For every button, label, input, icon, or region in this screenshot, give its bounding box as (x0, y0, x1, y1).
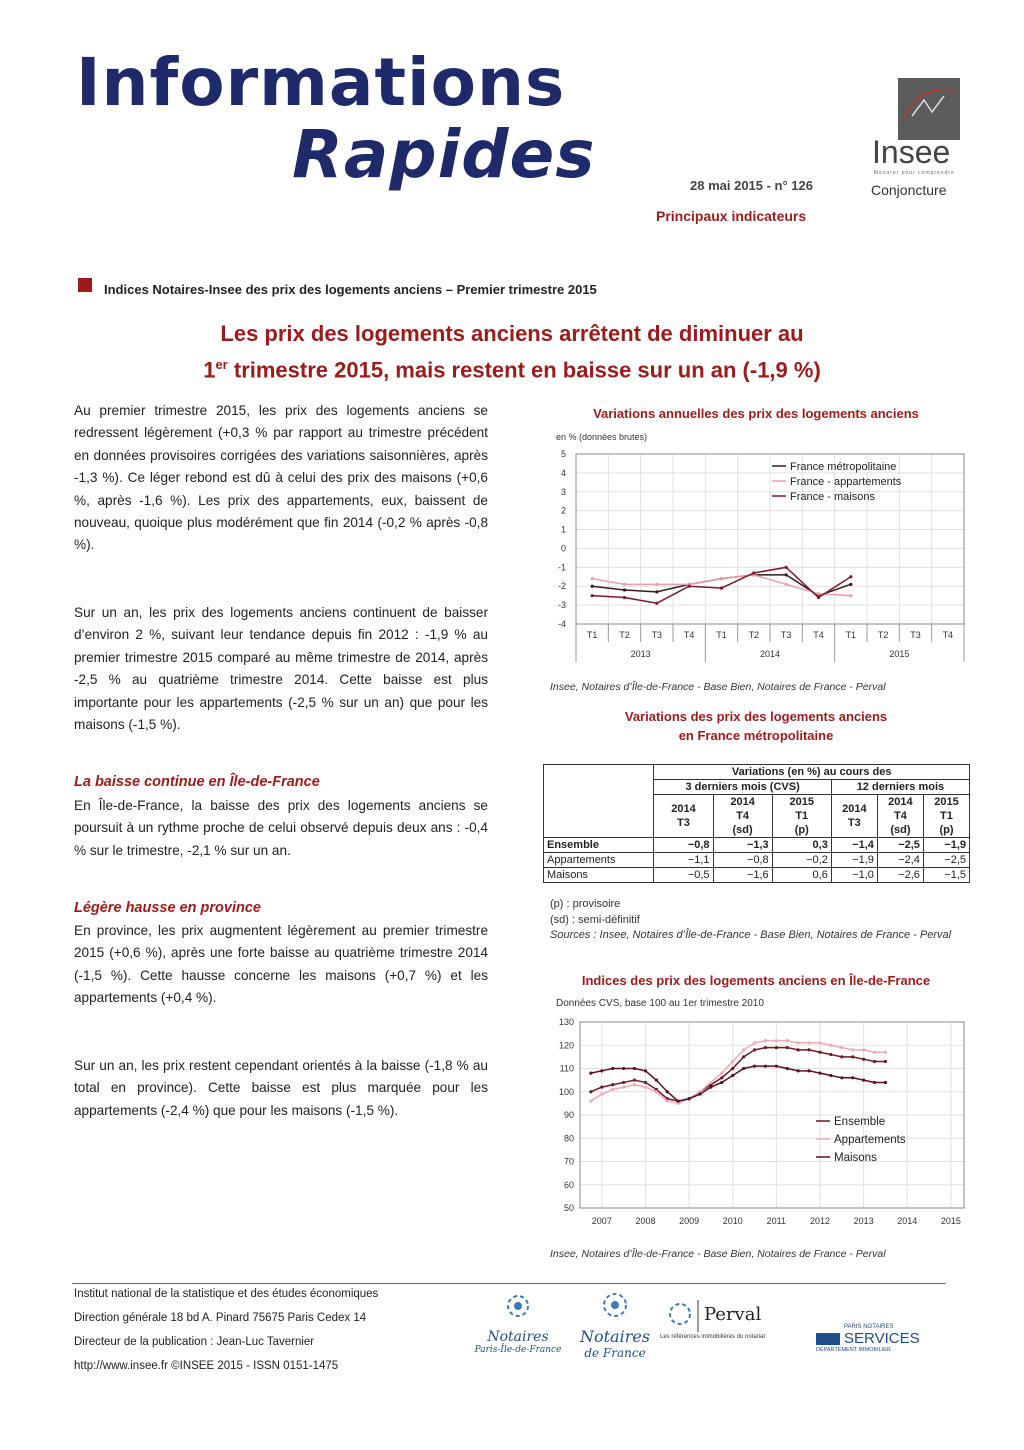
chart1-point (720, 587, 723, 590)
chart2-point (742, 1055, 745, 1058)
insee-logo-icon (898, 78, 960, 140)
chart1-point (655, 583, 658, 586)
perval-logo-sub: Les références immobilières du notariat (660, 1334, 766, 1340)
headline-line1: Les prix des logements anciens arrêtent de diminuer au (220, 321, 804, 346)
chart2-xtick-label: 2008 (635, 1216, 656, 1226)
chart1-point (688, 585, 691, 588)
chart2-xtick-label: 2015 (940, 1216, 961, 1226)
chart2-point (600, 1069, 603, 1072)
chart2-point (884, 1081, 887, 1084)
table-cell: −0,8 (713, 853, 772, 868)
chart2-point (687, 1097, 690, 1100)
table-cell: −2,5 (923, 853, 969, 868)
chart2-point (851, 1055, 854, 1058)
chart1-point (591, 594, 594, 597)
table-cell: −0,5 (654, 868, 713, 883)
insee-logo-sub: Conjoncture (871, 182, 947, 198)
chart2-title: Indices des prix des logements anciens en Île-de-France (581, 973, 931, 988)
chart2-point (753, 1065, 756, 1068)
table-col-header-line: (p) (939, 824, 954, 836)
section-label: Principaux indicateurs (656, 208, 807, 224)
table-col-header-line: T3 (677, 817, 690, 829)
headline-ordinal-sup: er (215, 357, 228, 372)
notaires-france-logo (570, 1290, 660, 1360)
chart1-ytick-label: 0 (560, 543, 566, 554)
notaires-idf-emblem-icon (462, 1292, 574, 1328)
table-notes (550, 897, 960, 944)
table-cell: 0,6 (772, 868, 831, 883)
table-row (544, 853, 970, 868)
chart2-point (786, 1067, 789, 1070)
subheading-province: Légère hausse en province (74, 900, 261, 916)
kicker-bullet-icon (78, 278, 92, 292)
chart2-point (764, 1039, 767, 1042)
chart2-point (807, 1048, 810, 1051)
footer-address: Direction générale 18 bd A. Pinard 75675 Paris Cedex 14 (74, 1312, 367, 1324)
paragraph-4: En province, les prix augmentent légèrement au premier trimestre 2015 (+0,6 %), après une forte baisse au quatrième trimestre 2014 (-1,5 %). Cette hausse concerne les maisons (+0,7 %) et les appartements (+0,4 %). (74, 923, 488, 1006)
perval-logo (660, 1298, 800, 1340)
chart1-point (785, 573, 788, 576)
chart1-point (591, 585, 594, 588)
chart1-point (785, 566, 788, 569)
table-group-3m: 3 derniers mois (CVS) (654, 780, 831, 795)
chart2-unit: Données CVS, base 100 au 1er trimestre 2010 (556, 998, 764, 1009)
chart2-point (600, 1092, 603, 1095)
chart1-year-label: 2015 (889, 649, 910, 659)
table-cell: −0,8 (654, 838, 713, 853)
chart2-xtick-label: 2013 (853, 1216, 874, 1226)
chart2-point (786, 1046, 789, 1049)
chart2-point (797, 1069, 800, 1072)
chart2-point (840, 1046, 843, 1049)
chart2-point (611, 1088, 614, 1091)
table-col-header-line: 2014 (842, 803, 867, 815)
pns-logo-sub: DÉPARTEMENT IMMOBILIER (816, 1347, 891, 1353)
table-col-header-line: (sd) (890, 824, 911, 836)
chart2-point (775, 1046, 778, 1049)
paragraph-2: Sur un an, les prix des logements anciens continuent de baisser d’environ 2 %, suivant leur tendance depuis fin 2012 : -1,9 % au premier trimestre 2015 comparé au même trimestre de 2014, après -2,5 % au quatrième trimestre 2014. Cette baisse est plus importante pour les appartements (-2,5 % sur un an) que pour les maisons (-1,5 %). (74, 605, 488, 733)
insee-logo-text: Insee (872, 134, 951, 170)
table-col-header-line: 2015 (789, 796, 814, 808)
chart2-point (720, 1072, 723, 1075)
chart2-legend-label: Appartements (834, 1134, 906, 1146)
chart1-point (655, 602, 658, 605)
chart2-point (851, 1048, 854, 1051)
chart1-annual-variations (540, 444, 970, 668)
chart2-point (764, 1046, 767, 1049)
chart2-point (589, 1099, 592, 1102)
chart2-xtick-label: 2007 (591, 1216, 612, 1226)
table-col-header (772, 795, 831, 838)
chart1-point (623, 583, 626, 586)
table-cell: −0,2 (772, 853, 831, 868)
chart1-ytick-label: 2 (560, 505, 566, 516)
table-cell: −1,3 (713, 838, 772, 853)
chart2-point (753, 1048, 756, 1051)
chart2-point (622, 1067, 625, 1070)
chart2-point (731, 1074, 734, 1077)
table-col-header-line: 2014 (671, 803, 696, 815)
chart2-point (862, 1058, 865, 1061)
chart2-ytick-label: 130 (558, 1017, 574, 1027)
chart1-unit: en % (données brutes) (556, 432, 648, 442)
chart2-ytick-label: 70 (563, 1156, 574, 1167)
chart1-legend-label: France - appartements (790, 476, 902, 488)
chart2-point (644, 1081, 647, 1084)
chart1-xtick-label: T2 (619, 630, 630, 640)
chart2-point (840, 1076, 843, 1079)
chart2-point (775, 1039, 778, 1042)
chart2-point (873, 1060, 876, 1063)
notaires-france-emblem-icon (570, 1290, 660, 1326)
chart1-xtick-label: T1 (716, 630, 727, 640)
chart1-point (817, 592, 820, 595)
pns-flag-icon (816, 1333, 840, 1345)
chart2-point (840, 1055, 843, 1058)
chart2-point (622, 1081, 625, 1084)
chart2-point (807, 1069, 810, 1072)
chart2-point (611, 1067, 614, 1070)
table-title (548, 707, 964, 745)
chart2-point (633, 1079, 636, 1082)
headline-line2 (120, 349, 904, 385)
table-group-12m: 12 derniers mois (831, 780, 969, 795)
notaires-idf-logo-sub: Paris-Île-de-France (474, 1345, 562, 1355)
table-col-header-line: 2015 (934, 796, 959, 808)
chart2-point (884, 1051, 887, 1054)
chart2-idf-index (540, 1012, 970, 1234)
chart2-point (720, 1076, 723, 1079)
table-row (544, 838, 970, 853)
table-col-header-line: T4 (893, 810, 907, 822)
chart2-point (818, 1072, 821, 1075)
headline (120, 318, 904, 385)
table-row-label: Appartements (544, 853, 654, 868)
table-title-line1: Variations des prix des logements anciens (624, 709, 888, 724)
chart1-point (849, 594, 852, 597)
chart2-ytick-label: 50 (563, 1203, 574, 1213)
table-cell: −1,9 (831, 853, 877, 868)
insee-logo-tagline: Mesurer pour comprendre (874, 170, 955, 176)
table-row (544, 868, 970, 883)
chart2-point (873, 1081, 876, 1084)
perval-logo-name: Perval (704, 1304, 762, 1325)
chart2-point (698, 1092, 701, 1095)
table-col-header-line: (sd) (732, 824, 753, 836)
chart2-point (786, 1039, 789, 1042)
chart2-ytick-label: 80 (563, 1133, 574, 1144)
chart2-point (633, 1083, 636, 1086)
table-cell: −1,5 (923, 868, 969, 883)
paragraph-1: Au premier trimestre 2015, les prix des logements anciens se redressent légèrement (+0,3 % par rapport au trimestre précédent en données provisoires corrigées des variations saisonnières, après -1,3 %). Ce léger rebond est dû à celui des prix des maisons (+0,6 %, après -1,6 %). Les prix des appartements, eux, baissent de nouveau, quoique plus modérément que fin 2014 (-0,2 % après -0,8 %). (74, 403, 488, 553)
table-cell: −1,4 (831, 838, 877, 853)
footer-institute: Institut national de la statistique et des études économiques (74, 1288, 379, 1300)
pns-logo-top: PARIS NOTAIRES (844, 1324, 894, 1330)
chart2-point (677, 1099, 680, 1102)
chart2-ytick-label: 90 (563, 1110, 574, 1120)
notaires-idf-logo (462, 1292, 574, 1355)
chart2-point (633, 1067, 636, 1070)
chart2-point (720, 1081, 723, 1084)
table-cell: −1,9 (923, 838, 969, 853)
chart1-point (785, 583, 788, 586)
chart2-point (851, 1076, 854, 1079)
chart1-point (752, 571, 755, 574)
chart1-source: Insee, Notaires d’Île-de-France - Base Bien, Notaires de France - Perval (550, 681, 886, 693)
pns-logo-name: SERVICES (844, 1330, 920, 1347)
chart1-ytick-label: -4 (557, 619, 566, 629)
chart1-ytick-label: 4 (560, 467, 566, 478)
chart1-ytick-label: -2 (557, 581, 566, 592)
issue-date: 28 mai 2015 - n° 126 (690, 178, 813, 193)
chart2-point (742, 1048, 745, 1051)
chart2-source: Insee, Notaires d’Île-de-France - Base Bien, Notaires de France - Perval (550, 1248, 886, 1260)
table-note-sources: Sources : Insee, Notaires d’Île-de-France - Base Bien, Notaires de France - Perval (550, 929, 952, 941)
subheading-idf: La baisse continue en Île-de-France (74, 774, 320, 790)
table-note-provisional: (p) : provisoire (550, 898, 621, 910)
chart2-point (709, 1081, 712, 1084)
table-cell: −2,4 (877, 853, 923, 868)
perval-emblem-icon (660, 1298, 700, 1334)
chart2-legend-label: Maisons (834, 1152, 877, 1164)
chart1-xtick-label: T3 (651, 630, 663, 640)
table-col-header-line: T4 (736, 810, 750, 822)
chart1-xtick-label: T4 (942, 630, 954, 640)
chart2-point (589, 1090, 592, 1093)
footer-director: Directeur de la publication : Jean-Luc Tavernier (74, 1336, 315, 1348)
chart2-point (622, 1086, 625, 1089)
table-col-header (923, 795, 969, 838)
chart2-point (818, 1051, 821, 1054)
chart1-year-label: 2013 (630, 649, 651, 659)
chart1-point (849, 575, 852, 578)
chart1-ytick-label: -3 (557, 600, 566, 611)
table-col-header-line: T3 (847, 817, 861, 829)
chart1-xtick-label: T1 (586, 630, 598, 640)
chart1-ytick-label: 1 (560, 524, 566, 535)
chart2-point (731, 1060, 734, 1063)
chart2-point (807, 1041, 810, 1044)
chart2-xtick-label: 2014 (897, 1216, 918, 1226)
table-cell: −1,1 (654, 853, 713, 868)
table-note-semidefinitive: (sd) : semi-définitif (550, 913, 640, 926)
chart1-year-label: 2014 (759, 649, 781, 659)
table-col-header-line: T1 (940, 810, 953, 822)
chart1-ytick-label: 3 (560, 486, 566, 497)
table-col-header (877, 795, 923, 838)
table-cell: −2,6 (877, 868, 923, 883)
chart2-point (829, 1074, 832, 1077)
chart1-xtick-label: T1 (845, 630, 857, 640)
chart2-ytick-label: 120 (558, 1040, 574, 1051)
chart2-point (862, 1048, 865, 1051)
chart1-xtick-label: T4 (683, 630, 695, 640)
table-col-header-line: T1 (795, 810, 809, 822)
table-col-header-line: 2014 (730, 796, 755, 808)
chart1-point (720, 577, 723, 580)
chart2-ytick-label: 100 (558, 1086, 574, 1097)
table-cell: −2,5 (877, 838, 923, 853)
table-col-header (713, 795, 772, 838)
chart1-xtick-label: T3 (910, 630, 921, 640)
chart1-point (817, 596, 820, 599)
chart1-point (849, 583, 852, 586)
chart1-xtick-label: T2 (748, 630, 760, 640)
chart2-legend-label: Ensemble (834, 1116, 886, 1128)
chart1-legend-label: France métropolitaine (790, 461, 897, 473)
chart2-point (829, 1044, 832, 1047)
kicker: Indices Notaires-Insee des prix des logements anciens – Premier trimestre 2015 (104, 282, 597, 297)
notaires-idf-logo-name: Notaires (487, 1329, 549, 1345)
chart2-point (655, 1079, 658, 1082)
table-col-header-line: 2014 (888, 796, 913, 808)
chart2-point (644, 1069, 647, 1072)
chart1-ytick-label: 5 (560, 449, 566, 459)
chart1-point (591, 577, 594, 580)
footer-divider (72, 1283, 946, 1284)
chart2-xtick-label: 2010 (722, 1216, 743, 1226)
table-top-header: Variations (en %) au cours des (654, 765, 970, 780)
table-row-label: Ensemble (544, 838, 654, 853)
chart2-point (709, 1086, 712, 1089)
variations-table (543, 764, 970, 883)
footer-url: http://www.insee.fr ©INSEE 2015 - ISSN 0151-1475 (74, 1360, 339, 1372)
chart1-point (623, 588, 626, 591)
table-cell: −1,0 (831, 868, 877, 883)
notaires-france-logo-name: Notaires (579, 1327, 651, 1346)
chart2-point (862, 1079, 865, 1082)
chart2-point (589, 1072, 592, 1075)
chart2-point (731, 1067, 734, 1070)
table-col-header (831, 795, 877, 838)
chart2-point (600, 1086, 603, 1089)
chart1-series-line (592, 567, 851, 603)
chart2-ytick-label: 110 (559, 1063, 574, 1074)
chart1-title: Variations annuelles des prix des logements anciens (593, 406, 919, 421)
chart2-point (818, 1041, 821, 1044)
chart1-ytick-label: -1 (557, 562, 566, 573)
chart2-point (644, 1086, 647, 1089)
chart2-xtick-label: 2011 (766, 1216, 787, 1226)
paris-notaires-services-logo (816, 1324, 946, 1353)
table-cell: 0,3 (772, 838, 831, 853)
chart2-ytick-label: 60 (563, 1179, 574, 1190)
table-col-header-line: (p) (794, 824, 809, 836)
chart1-legend-label: France - maisons (790, 491, 875, 503)
notaires-france-logo-sub: de France (584, 1346, 646, 1360)
table-corner (544, 765, 654, 838)
chart2-point (797, 1048, 800, 1051)
chart2-xtick-label: 2012 (809, 1216, 831, 1226)
chart2-point (873, 1051, 876, 1054)
chart1-xtick-label: T2 (877, 630, 889, 640)
table-row-label: Maisons (544, 868, 654, 883)
chart2-point (666, 1099, 669, 1102)
chart2-point (753, 1041, 756, 1044)
chart2-xtick-label: 2009 (679, 1216, 700, 1226)
chart2-point (666, 1090, 669, 1093)
chart2-point (742, 1067, 745, 1070)
headline-ordinal: 1 (203, 357, 216, 383)
chart2-point (655, 1090, 658, 1093)
masthead-title: Informations (76, 44, 566, 121)
chart1-point (623, 596, 626, 599)
chart2-point (829, 1053, 832, 1056)
chart2-point (611, 1083, 614, 1086)
headline-line2-text: trimestre 2015, mais restent en baisse sur un an (-1,9 %) (227, 357, 821, 383)
chart1-xtick-label: T3 (780, 630, 792, 640)
table-col-header (654, 795, 713, 838)
chart2-point (775, 1065, 778, 1068)
chart2-point (764, 1065, 767, 1068)
chart1-point (655, 590, 658, 593)
masthead-subtitle: Rapides (292, 116, 596, 193)
table-title-line2: en France métropolitaine (678, 728, 834, 743)
table-cell: −1,6 (713, 868, 772, 883)
chart1-xtick-label: T4 (813, 630, 824, 640)
chart2-point (884, 1060, 887, 1063)
paragraph-5: Sur un an, les prix restent cependant orientés à la baisse (-1,8 % au total en province). Cette baisse est plus marquée pour les appartements (-2,4 %) que pour les maisons (-1,5 %). (74, 1058, 488, 1118)
paragraph-3: En Île-de-France, la baisse des prix des logements anciens se poursuit à un rythme proche de celui observé depuis deux ans : -0,4 % sur le trimestre, -2,1 % sur un an. (74, 798, 488, 858)
chart2-point (797, 1041, 800, 1044)
